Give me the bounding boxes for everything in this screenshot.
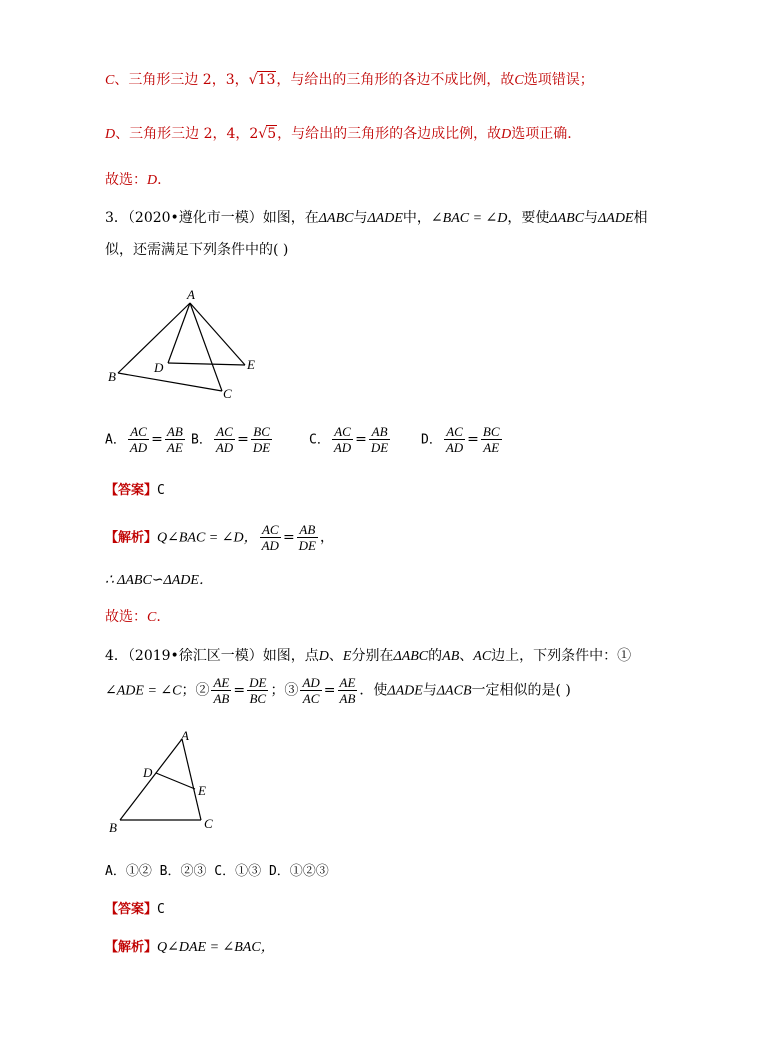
math: ΔADE xyxy=(367,211,403,226)
fraction xyxy=(211,675,231,706)
text: AD xyxy=(129,440,148,455)
math: D xyxy=(318,649,329,664)
text: AB xyxy=(166,424,183,439)
answer-tag: 【答案】 xyxy=(105,902,158,917)
edge-AC xyxy=(190,303,222,391)
math: ΔABC xyxy=(549,211,585,226)
text: 分别在 xyxy=(351,648,394,664)
text: AD xyxy=(445,440,464,455)
q4-answer xyxy=(105,899,165,920)
text: AE xyxy=(483,440,500,455)
text: BC xyxy=(482,424,500,439)
answer-tag: 【答案】 xyxy=(105,483,158,498)
text: 边上，下列条件中：① xyxy=(491,648,632,664)
q4-figure xyxy=(100,725,230,840)
fraction xyxy=(481,424,502,455)
text: ，与给出的三角形的各边成比例，故 xyxy=(277,126,502,142)
fraction xyxy=(247,675,268,706)
text: AE xyxy=(339,675,356,690)
solution-line-c xyxy=(105,70,594,91)
edge-DE xyxy=(168,363,245,365)
vertex-label-a: A xyxy=(181,728,189,743)
text: AC xyxy=(260,522,281,538)
radicand: 13 xyxy=(257,72,276,88)
text: 相 xyxy=(633,210,648,226)
text: AC xyxy=(302,691,320,706)
math: ΔACB xyxy=(436,683,472,699)
label-c: C xyxy=(105,73,115,88)
text: 、 xyxy=(328,648,343,664)
math: ΔABC xyxy=(318,211,354,226)
solution-line-d xyxy=(105,124,572,145)
vertex-label-b: B xyxy=(109,820,117,835)
sqrt-symbol: √ xyxy=(258,126,268,142)
fraction xyxy=(332,424,353,455)
fraction xyxy=(444,424,465,455)
option-b: B． $\frac{AC}{AD}$ = $\frac{BC}{DE}$ xyxy=(191,424,271,455)
math: AB xyxy=(442,649,460,664)
text: 与 xyxy=(422,682,437,699)
text: 、 xyxy=(459,648,474,664)
text: . xyxy=(157,172,162,188)
radicand: 5 xyxy=(267,126,277,142)
math: E xyxy=(342,649,352,664)
text: DE xyxy=(252,440,271,455)
fraction xyxy=(297,522,318,553)
option-d: D． $\frac{AC}{AD}$ = $\frac{BC}{AE}$ xyxy=(421,424,500,455)
text: 故选： xyxy=(105,609,147,625)
q3-answer xyxy=(105,480,165,501)
fraction xyxy=(300,675,321,706)
text: ．使 xyxy=(359,682,388,699)
label-d2: D xyxy=(501,127,512,142)
q3-line1 xyxy=(105,208,647,229)
fraction xyxy=(128,424,149,455)
text: DE xyxy=(298,538,317,553)
vertex-label-c: C xyxy=(204,816,213,831)
vertex-label-d: D xyxy=(143,765,153,780)
option-c: C． $\frac{AC}{AD}$ = $\frac{AB}{DE}$ xyxy=(309,424,389,455)
text: 、三角形三边 2，3， xyxy=(114,72,249,88)
math: ∠BAC = ∠D xyxy=(430,211,508,226)
vertex-label-e: E xyxy=(198,783,206,798)
math: Q∠DAE = ∠BAC， xyxy=(157,940,275,955)
text: BC xyxy=(251,424,272,440)
text: ；② xyxy=(181,682,210,699)
text: AD xyxy=(261,538,279,553)
q3-figure xyxy=(100,285,270,405)
fraction xyxy=(251,424,272,455)
edge-AE xyxy=(190,303,245,365)
text: 选项正确. xyxy=(511,126,572,142)
q4-analysis xyxy=(105,937,275,958)
text: AD xyxy=(215,440,234,455)
vertex-label-b: B xyxy=(108,369,116,384)
text: AB xyxy=(297,522,318,538)
analysis-tag: 【解析】 xyxy=(105,940,158,955)
text: AC xyxy=(128,424,149,440)
q3-line2: 似，还需满足下列条件中的( ) xyxy=(105,242,289,258)
text: 的 xyxy=(428,648,443,664)
fraction xyxy=(214,424,235,455)
sqrt-symbol: √ xyxy=(248,72,258,88)
text: 与 xyxy=(353,210,368,226)
answer-value: C xyxy=(157,483,165,498)
text: ；③ xyxy=(270,682,299,699)
q4-line2: ∠ADE = ∠C；② $\frac{AE}{AB}$ = $\frac{DE}{BC}$ ；③ $\frac{AD}{AC}$ = $\frac{AE}{AB}$ ．使ΔADE与ΔACB一定相似的是( ) xyxy=(105,675,571,706)
text: AB xyxy=(369,424,390,440)
answer-value: C xyxy=(157,902,165,917)
analysis-tag: 【解析】 xyxy=(105,530,158,546)
text: 、三角形三边 2，4，2 xyxy=(115,126,259,142)
edge-AC xyxy=(182,739,201,820)
vertex-label-d: D xyxy=(154,360,164,375)
text: AC xyxy=(444,424,465,440)
text: AC xyxy=(214,424,235,440)
text: 中， xyxy=(402,210,431,226)
text: BC xyxy=(249,691,267,706)
math: ΔABC xyxy=(393,649,429,664)
fraction xyxy=(165,424,185,455)
option-label: B． xyxy=(191,432,212,448)
option-label: D． xyxy=(421,432,442,448)
math: ∠ADE = ∠C xyxy=(105,683,182,699)
text: AB xyxy=(213,691,230,706)
fraction xyxy=(260,522,281,553)
vertex-label-e: E xyxy=(247,357,255,372)
fraction xyxy=(338,675,358,706)
label-c2: C xyxy=(514,73,524,88)
option-a: A． $\frac{AC}{AD}$ = $\frac{AB}{AE}$ xyxy=(105,424,183,455)
math: AC xyxy=(473,649,492,664)
text: AD xyxy=(302,675,320,690)
vertex-label-a: A xyxy=(187,287,195,302)
text: AC xyxy=(332,424,353,440)
option-label: C． xyxy=(309,432,330,448)
edge-BC xyxy=(118,373,222,391)
math: ΔADE xyxy=(387,683,423,699)
text: 4．（2019•徐汇区一模）如图，点 xyxy=(105,648,319,664)
vertex-label-c: C xyxy=(223,386,232,401)
q3-analysis: 【解析】Q∠BAC = ∠D， $\frac{AC}{AD}$ = $\frac{AB}{DE}$ ， xyxy=(105,522,335,553)
text: AB xyxy=(339,691,356,706)
choose-line-1 xyxy=(105,170,162,191)
text: ，要使 xyxy=(507,210,550,226)
text: AE xyxy=(166,440,183,455)
q3-options xyxy=(105,424,504,455)
text: AE xyxy=(213,675,230,690)
edge-AD xyxy=(168,303,190,363)
text: DE xyxy=(370,440,389,455)
label-d: D xyxy=(105,127,116,142)
text: 与 xyxy=(584,210,599,226)
q3-choose xyxy=(105,607,161,628)
text: AD xyxy=(333,440,352,455)
math: ΔADE xyxy=(598,211,634,226)
math: Q∠BAC = ∠D， xyxy=(157,530,258,546)
q3-therefore: ∴ ΔABC∽ΔADE． xyxy=(105,573,213,588)
text: 一定相似的是( ) xyxy=(471,682,571,699)
choice: C xyxy=(147,610,157,625)
option-label: A． xyxy=(105,432,126,448)
edge-DE xyxy=(156,773,195,789)
q4-line1 xyxy=(105,646,631,667)
text: DE xyxy=(249,675,267,690)
q4-options: A．①② B．②③ C．①③ D．①②③ xyxy=(105,864,329,879)
text: 3．（2020•遵化市一模）如图，在 xyxy=(105,210,319,226)
text: . xyxy=(156,609,161,625)
text: 故选： xyxy=(105,172,147,188)
choice: D xyxy=(147,173,158,188)
text: ，与给出的三角形的各边不成比例，故 xyxy=(276,72,515,88)
text: 选项错误； xyxy=(523,72,594,88)
fraction xyxy=(369,424,390,455)
